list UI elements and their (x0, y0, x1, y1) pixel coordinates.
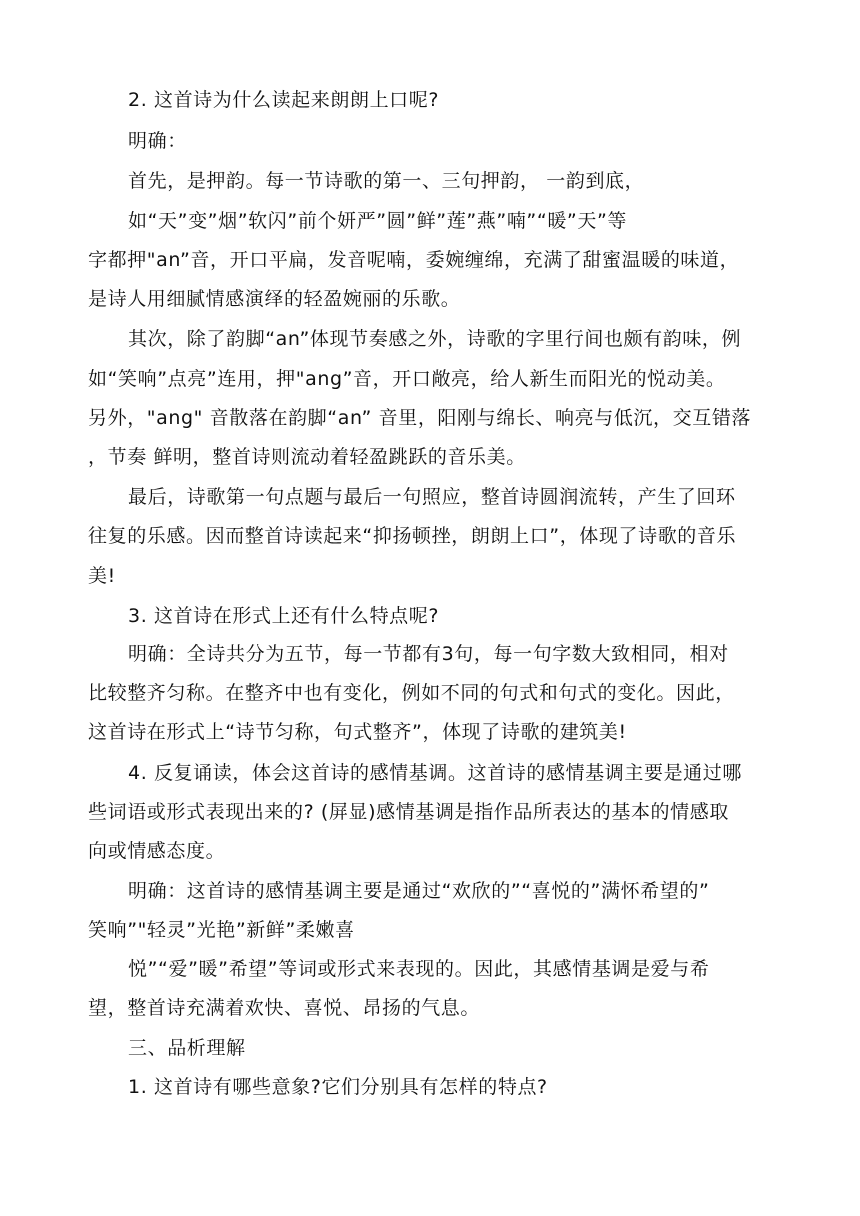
paragraph-line: 些词语或形式表现出来的? (屏显)感情基调是指作品所表达的基本的情感取 (88, 801, 729, 823)
paragraph-line: 是诗人用细腻情感演绎的轻盈婉丽的乐歌。 (88, 288, 461, 310)
paragraph-line: 如“笑响”点亮”连用，押"ang”音，开口敞亮，给人新生而阳光的悦动美。 (88, 368, 726, 390)
paragraph-line: 明确： (128, 130, 187, 152)
paragraph-line: 望，整首诗充满着欢快、喜悦、昂扬的气息。 (88, 997, 481, 1019)
paragraph-line: 向或情感态度。 (88, 840, 226, 862)
paragraph-line: 另外，"ang" 音散落在韵脚“an” 音里，阳刚与绵长、响亮与低沉，交互错落 (88, 407, 752, 429)
paragraph-line: 首先，是押韵。每一节诗歌的第一、三句押韵， 一韵到底， (128, 170, 645, 192)
paragraph-line: ，节奏 鲜明，整首诗则流动着轻盈跳跃的音乐美。 (88, 446, 526, 468)
paragraph-line: 往复的乐感。因而整首诗读起来“抑扬顿挫，朗朗上口”，体现了诗歌的音乐 (88, 525, 737, 547)
section-heading: 三、品析理解 (128, 1037, 246, 1059)
paragraph-line: 3. 这首诗在形式上还有什么特点呢? (128, 605, 440, 627)
paragraph-line: 明确：全诗共分为五节，每一节都有3句，每一句字数大致相同，相对 (128, 643, 729, 665)
paragraph-line: 这首诗在形式上“诗节匀称，句式整齐”，体现了诗歌的建筑美! (88, 721, 627, 743)
paragraph-line: 笑响”"轻灵”光艳”新鲜”柔嫩喜 (88, 919, 355, 941)
paragraph-line: 字都押"an”音，开口平扁，发音呢喃，委婉缠绵，充满了甜蜜温暖的味道， (88, 249, 740, 271)
paragraph-line: 明确：这首诗的感情基调主要是通过“欢欣的”“喜悦的”满怀希望的” (128, 880, 710, 902)
paragraph-line: 悦”“爱”暖”希望”等词或形式来表现的。因此，其感情基调是爱与希 (128, 958, 710, 980)
paragraph-line: 最后，诗歌第一句点题与最后一句照应，整首诗圆润流转，产生了回环 (128, 486, 736, 508)
paragraph-line: 其次，除了韵脚“an”体现节奏感之外，诗歌的字里行间也颇有韵味，例 (128, 328, 742, 350)
paragraph-line: 1. 这首诗有哪些意象?它们分别具有怎样的特点? (128, 1076, 548, 1098)
paragraph-line: 4. 反复诵读，体会这首诗的感情基调。这首诗的感情基调主要是通过哪 (128, 762, 742, 784)
paragraph-line: 如“天”变”烟”软闪”前个妍严”圆”鲜”莲”燕”喃”“暖”天”等 (128, 210, 628, 232)
paragraph-line: 2. 这首诗为什么读起来朗朗上口呢? (128, 89, 440, 111)
paragraph-line: 比较整齐匀称。在整齐中也有变化，例如不同的句式和句式的变化。因此， (88, 682, 735, 704)
paragraph-line: 美! (88, 565, 116, 587)
